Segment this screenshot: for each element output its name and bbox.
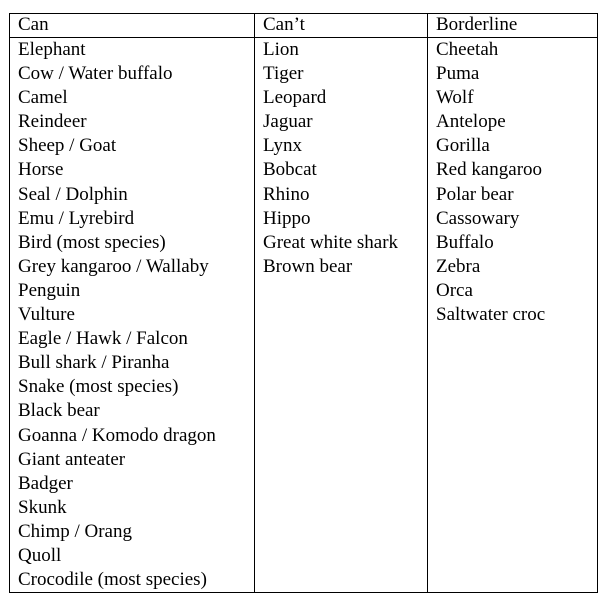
list-item: Lynx: [263, 135, 303, 157]
list-item: Saltwater croc: [436, 304, 546, 326]
list-item: Snake (most species): [18, 376, 179, 398]
list-item: Hippo: [263, 207, 311, 229]
list-item: Great white shark: [263, 231, 399, 253]
list-item: Emu / Lyrebird: [18, 207, 135, 229]
list-item: Buffalo: [436, 231, 494, 253]
header-can: Can: [10, 14, 255, 38]
can-list: [18, 38, 254, 592]
list-item: Sheep / Goat: [18, 135, 117, 157]
list-item: Quoll: [18, 544, 62, 566]
list-item: Bobcat: [263, 159, 317, 181]
list-item: Polar bear: [436, 183, 514, 205]
header-row: [10, 14, 598, 38]
list-item: Puma: [436, 63, 480, 85]
list-item: Lion: [263, 39, 299, 60]
list-item: Horse: [18, 159, 64, 181]
list-item: Black bear: [18, 400, 100, 422]
list-item: Rhino: [263, 183, 310, 205]
borderline-list: [436, 38, 597, 327]
list-item: Eagle / Hawk / Falcon: [18, 328, 188, 350]
list-item: Badger: [18, 472, 73, 494]
list-item: Cassowary: [436, 207, 520, 229]
list-item: Cow / Water buffalo: [18, 63, 173, 85]
list-item: Leopard: [263, 87, 327, 109]
list-item: Camel: [18, 87, 68, 109]
list-item: Gorilla: [436, 135, 490, 157]
list-item: Seal / Dolphin: [18, 183, 128, 205]
list-item: Wolf: [436, 87, 474, 109]
cant-list: [263, 38, 427, 279]
list-item: Skunk: [18, 496, 67, 518]
list-item: Penguin: [18, 279, 81, 301]
list-item: Antelope: [436, 111, 506, 133]
list-item: Zebra: [436, 255, 481, 277]
list-item: Reindeer: [18, 111, 87, 133]
list-item: Jaguar: [263, 111, 313, 133]
borderline-column-cell: [428, 38, 598, 593]
cant-column-cell: [255, 38, 428, 593]
list-item: Tiger: [263, 63, 304, 85]
list-item: Bull shark / Piranha: [18, 352, 170, 374]
list-item: Chimp / Orang: [18, 520, 132, 542]
list-item: Bird (most species): [18, 231, 166, 253]
can-column-cell: [10, 38, 255, 593]
header-cant: Can’t: [255, 14, 428, 38]
list-item: Giant anteater: [18, 448, 126, 470]
list-item: Orca: [436, 279, 473, 301]
body-row: [10, 38, 598, 593]
list-item: Vulture: [18, 304, 75, 326]
list-item: Brown bear: [263, 255, 353, 277]
list-item: Goanna / Komodo dragon: [18, 424, 216, 446]
list-item: Elephant: [18, 39, 86, 60]
animal-table: [9, 13, 598, 593]
list-item: Cheetah: [436, 39, 499, 60]
list-item: Grey kangaroo / Wallaby: [18, 255, 209, 277]
header-borderline: Borderline: [428, 14, 598, 38]
list-item: Red kangaroo: [436, 159, 543, 181]
list-item: Crocodile (most species): [18, 569, 207, 591]
